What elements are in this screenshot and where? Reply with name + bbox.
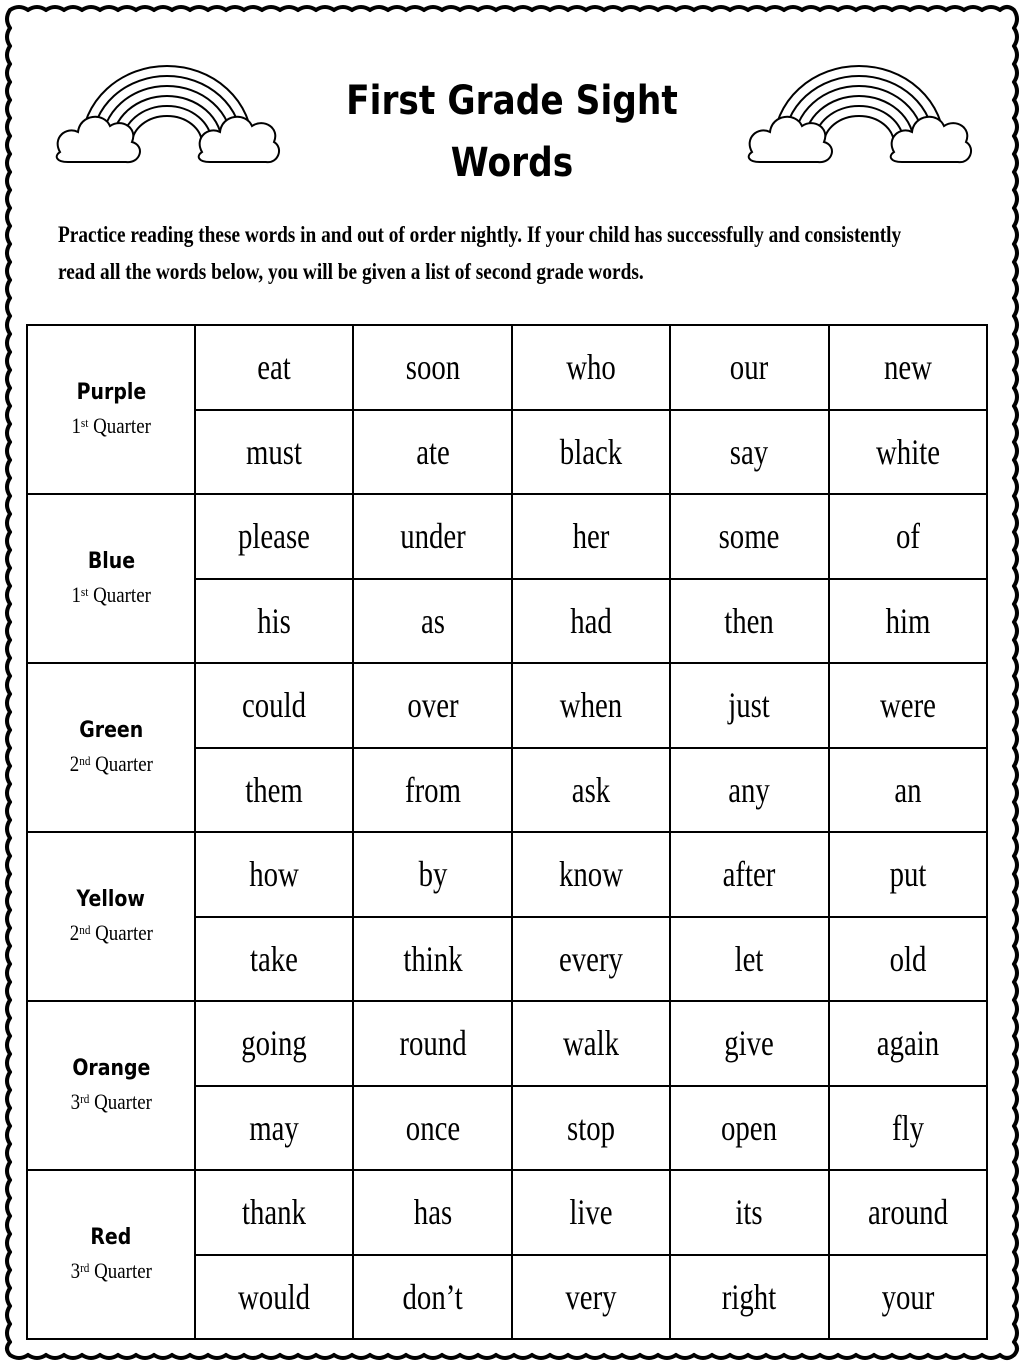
- sight-word: don’t: [402, 1276, 463, 1317]
- sight-word: going: [241, 1023, 308, 1064]
- quarter-ordinal: rd: [79, 1260, 90, 1275]
- sight-word-cell: [829, 917, 987, 1002]
- sight-word-cell: [195, 325, 353, 410]
- sight-word: its: [735, 1192, 763, 1233]
- sight-word: ask: [571, 769, 611, 810]
- sight-word: thank: [242, 1192, 307, 1233]
- sight-word-cell: [670, 1170, 828, 1255]
- sight-word: old: [889, 938, 927, 979]
- sight-word: under: [399, 516, 466, 557]
- word-row: [27, 663, 987, 748]
- sight-word: soon: [405, 347, 460, 388]
- sight-word-cell: [353, 832, 511, 917]
- sight-word: very: [565, 1276, 617, 1317]
- sight-word: has: [413, 1192, 452, 1233]
- quarter-ordinal: nd: [78, 753, 91, 768]
- quarter-word: Quarter: [93, 1089, 152, 1114]
- instructions-line-1: Practice reading these words in and out of order nightly. If your child has successfully and consistently: [58, 222, 902, 247]
- sight-word-cell: [195, 1001, 353, 1086]
- sight-word-cell: [195, 1170, 353, 1255]
- quarter-word: Quarter: [92, 413, 151, 438]
- sight-word-cell: [353, 494, 511, 579]
- sight-word-cell: [353, 1170, 511, 1255]
- sight-word: after: [722, 854, 776, 895]
- sight-word-cell: [670, 494, 828, 579]
- sight-word-cell: [829, 832, 987, 917]
- sight-word: would: [238, 1276, 311, 1317]
- sight-word: round: [398, 1023, 467, 1064]
- sight-word: once: [405, 1107, 460, 1148]
- sight-word: right: [722, 1276, 777, 1317]
- sight-word: how: [249, 854, 299, 895]
- group-label-cell: [27, 1001, 195, 1170]
- sight-word-cell: [353, 325, 511, 410]
- sight-word-cell: [512, 832, 670, 917]
- sight-word: think: [402, 938, 463, 979]
- quarter-ordinal: st: [80, 415, 89, 430]
- sight-word-cell: [195, 917, 353, 1002]
- sight-word: had: [570, 600, 612, 641]
- sight-word: by: [418, 854, 447, 895]
- sight-word-cell: [195, 410, 353, 495]
- sight-word-cell: [670, 325, 828, 410]
- sight-word-cell: [195, 748, 353, 833]
- quarter-word: Quarter: [94, 751, 153, 776]
- quarter-number: 3: [70, 1089, 80, 1114]
- sight-word-cell: [829, 1170, 987, 1255]
- sight-word-cell: [353, 1255, 511, 1340]
- sight-word: some: [718, 516, 780, 557]
- quarter-number: 3: [70, 1258, 80, 1283]
- sight-word-cell: [512, 748, 670, 833]
- sight-word-cell: [829, 410, 987, 495]
- group-quarter: [70, 1084, 151, 1117]
- sight-word-cell: [512, 1001, 670, 1086]
- sight-word-cell: [195, 579, 353, 664]
- quarter-ordinal: st: [80, 584, 89, 599]
- sight-word: let: [734, 938, 764, 979]
- sight-word-cell: [829, 325, 987, 410]
- sight-word: who: [566, 347, 616, 388]
- group-quarter: [69, 915, 152, 948]
- sight-word-cell: [512, 1170, 670, 1255]
- sight-word-cell: [512, 663, 670, 748]
- group-name: Orange: [71, 1056, 151, 1081]
- sight-word-cell: [353, 748, 511, 833]
- sight-word: over: [406, 685, 459, 726]
- sight-word: just: [728, 685, 771, 726]
- sight-word-cell: [353, 663, 511, 748]
- sight-word: white: [875, 431, 940, 472]
- sight-word: walk: [562, 1023, 619, 1064]
- sight-word-cell: [829, 663, 987, 748]
- sight-word-cell: [353, 917, 511, 1002]
- sight-word-cell: [512, 325, 670, 410]
- sight-word-cell: [829, 494, 987, 579]
- sight-word-cell: [670, 917, 828, 1002]
- sight-word-cell: [670, 1001, 828, 1086]
- sight-word: black: [559, 431, 623, 472]
- sight-word-cell: [829, 1086, 987, 1171]
- sight-word-cell: [195, 494, 353, 579]
- sight-word-cell: [195, 663, 353, 748]
- sight-word: any: [728, 769, 771, 810]
- sight-word-cell: [670, 832, 828, 917]
- sight-word: fly: [891, 1107, 924, 1148]
- sight-word: could: [242, 685, 307, 726]
- sight-word-cell: [670, 748, 828, 833]
- sight-word: put: [889, 854, 927, 895]
- title-line-1: First Grade Sight: [346, 78, 678, 124]
- group-quarter: [71, 408, 150, 441]
- sight-word-cell: [353, 579, 511, 664]
- group-quarter: [69, 746, 152, 779]
- sight-word-cell: [670, 1086, 828, 1171]
- sight-word-cell: [670, 410, 828, 495]
- group-quarter: [71, 577, 150, 610]
- quarter-ordinal: nd: [78, 922, 91, 937]
- word-row: [27, 494, 987, 579]
- sight-word-cell: [670, 1255, 828, 1340]
- sight-word-cell: [829, 1255, 987, 1340]
- sight-word-cell: [353, 1086, 511, 1171]
- sight-word-cell: [670, 579, 828, 664]
- sight-word: around: [867, 1192, 948, 1233]
- group-name: Blue: [87, 549, 135, 574]
- sight-word-cell: [512, 410, 670, 495]
- sight-word: every: [558, 938, 623, 979]
- sight-word-cell: [195, 1255, 353, 1340]
- quarter-number: 1: [71, 582, 81, 607]
- group-quarter: [70, 1253, 151, 1286]
- group-label-cell: [27, 832, 195, 1001]
- sight-word-cell: [670, 663, 828, 748]
- group-name: Purple: [76, 380, 146, 405]
- sight-word-cell: [829, 748, 987, 833]
- sight-word: his: [257, 600, 292, 641]
- quarter-word: Quarter: [92, 582, 151, 607]
- rainbow-cloud-left-icon: [52, 52, 282, 172]
- sight-word: take: [250, 938, 299, 979]
- sight-word: again: [876, 1023, 939, 1064]
- sight-word: him: [885, 600, 931, 641]
- quarter-word: Quarter: [94, 920, 153, 945]
- quarter-word: Quarter: [93, 1258, 152, 1283]
- title-line-2: Words: [450, 140, 574, 186]
- sight-word: stop: [566, 1107, 615, 1148]
- quarter-ordinal: rd: [79, 1091, 90, 1106]
- sight-word: when: [559, 685, 623, 726]
- group-label-cell: [27, 325, 195, 494]
- word-row: [27, 832, 987, 917]
- sight-words-table: [26, 324, 988, 1340]
- sight-word-cell: [829, 579, 987, 664]
- sight-word: may: [249, 1107, 299, 1148]
- sight-word: as: [420, 600, 445, 641]
- group-name: Red: [90, 1225, 132, 1250]
- sight-word: an: [894, 769, 922, 810]
- group-name: Green: [78, 718, 143, 743]
- sight-word-cell: [195, 832, 353, 917]
- sight-word: of: [895, 516, 920, 557]
- sight-word-cell: [353, 1001, 511, 1086]
- sight-word: please: [238, 516, 311, 557]
- sight-word: from: [404, 769, 461, 810]
- sight-words-table-body: [27, 325, 987, 1339]
- sight-word-cell: [512, 494, 670, 579]
- sight-word-cell: [195, 1086, 353, 1171]
- group-label-cell: [27, 663, 195, 832]
- sight-word-cell: [512, 917, 670, 1002]
- sight-word: your: [881, 1276, 935, 1317]
- word-row: [27, 325, 987, 410]
- quarter-number: 2: [69, 751, 79, 776]
- sight-word: were: [879, 685, 936, 726]
- page-title: [330, 70, 695, 194]
- sight-word-cell: [512, 1255, 670, 1340]
- quarter-number: 2: [69, 920, 79, 945]
- sight-word: say: [730, 431, 769, 472]
- sight-word: eat: [257, 347, 291, 388]
- sight-word: open: [721, 1107, 778, 1148]
- instructions-line-2: read all the words below, you will be given a list of second grade words.: [58, 259, 644, 284]
- group-name: Yellow: [76, 887, 146, 912]
- group-label-cell: [27, 494, 195, 663]
- quarter-number: 1: [71, 413, 81, 438]
- word-row: [27, 1001, 987, 1086]
- sight-word: our: [730, 347, 769, 388]
- word-row: [27, 1170, 987, 1255]
- sight-word: know: [558, 854, 623, 895]
- sight-word: must: [246, 431, 303, 472]
- instructions: [58, 216, 940, 290]
- sight-word: new: [883, 347, 932, 388]
- sight-word-cell: [512, 579, 670, 664]
- sight-word: her: [572, 516, 610, 557]
- sight-word: them: [245, 769, 303, 810]
- sight-word-cell: [512, 1086, 670, 1171]
- sight-word-cell: [829, 1001, 987, 1086]
- sight-word: then: [724, 600, 775, 641]
- sight-word: live: [569, 1192, 613, 1233]
- sight-word: ate: [415, 431, 450, 472]
- sight-word: give: [724, 1023, 775, 1064]
- rainbow-cloud-right-icon: [744, 52, 974, 172]
- group-label-cell: [27, 1170, 195, 1339]
- sight-word-cell: [353, 410, 511, 495]
